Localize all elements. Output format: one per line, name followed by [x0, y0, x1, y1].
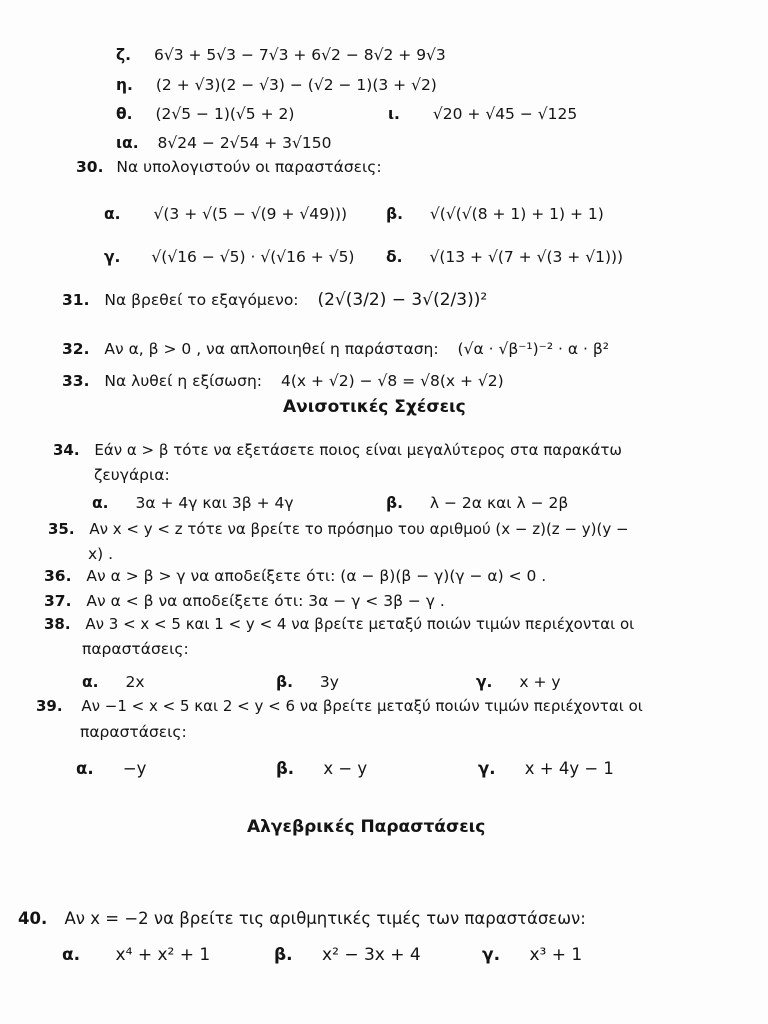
exercise-text: Αν α < β να αποδείξετε ότι: 3α − γ < 3β − γ . — [86, 592, 445, 610]
exercise-34-b — [386, 494, 568, 512]
item-label: β. — [276, 673, 293, 691]
item-theta — [116, 105, 294, 123]
item-expression: √(3 + √(5 − √(9 + √49))) — [153, 205, 348, 223]
item-expression: x³ + 1 — [529, 945, 583, 965]
exercise-39-line1 — [36, 697, 643, 715]
item-expression: 3α + 4γ και 3β + 4γ — [135, 494, 294, 512]
item-expression: 3y — [319, 673, 339, 691]
exercise-number: 38. — [44, 615, 71, 633]
exercise-31 — [62, 290, 487, 310]
item-label: δ. — [386, 248, 403, 266]
item-expression: (2 + √3)(2 − √3) − (√2 − 1)(3 + √2) — [155, 76, 437, 94]
item-label: β. — [386, 494, 403, 512]
item-expression: λ − 2α και λ − 2β — [429, 494, 569, 512]
exercise-number: 31. — [62, 291, 90, 309]
exercise-30-b — [386, 205, 604, 223]
item-expression: 6√3 + 5√3 − 7√3 + 6√2 − 8√2 + 9√3 — [153, 46, 446, 64]
exercise-34-line1 — [53, 441, 622, 459]
item-label: α. — [104, 205, 121, 223]
item-label: ζ. — [116, 46, 132, 64]
exercise-40-a — [62, 945, 210, 965]
exercise-number: 37. — [44, 592, 72, 610]
item-label: β. — [276, 759, 295, 778]
exercise-39-line2: παραστάσεις: — [80, 723, 187, 741]
item-iota-alpha — [116, 134, 331, 152]
section-heading-inequalities: Ανισοτικές Σχέσεις — [283, 397, 466, 417]
exercise-40-b — [274, 945, 421, 965]
item-expression: x − y — [323, 759, 368, 778]
exercise-38-line2: παραστάσεις: — [82, 640, 189, 658]
item-expression: −y — [122, 759, 147, 778]
item-label: γ. — [482, 945, 501, 965]
exercise-34-a — [92, 494, 294, 512]
exercise-40-g — [482, 945, 582, 965]
exercise-39-a — [76, 759, 146, 778]
exercise-text: Αν α, β > 0 , να απλοποιηθεί η παράσταση: — [104, 340, 439, 358]
exercise-expression: (2√(3/2) − 3√(2/3))² — [317, 290, 488, 310]
item-label: γ. — [104, 248, 121, 266]
item-label: α. — [82, 673, 99, 691]
exercise-39-g — [478, 759, 614, 778]
item-expression: x + y — [519, 673, 561, 691]
exercise-38-g — [476, 673, 561, 691]
exercise-text: Να βρεθεί το εξαγόμενο: — [104, 291, 299, 309]
exercise-40 — [18, 909, 586, 928]
item-expression: √20 + √45 − √125 — [432, 105, 578, 123]
section-heading-algebraic-expressions: Αλγεβρικές Παραστάσεις — [247, 817, 486, 837]
item-iota — [388, 105, 577, 123]
exercise-34-line2: ζευγάρια: — [94, 466, 170, 484]
exercise-number: 40. — [18, 909, 48, 928]
exercise-text: Εάν α > β τότε να εξετάσετε ποιος είναι μεγαλύτερος στα παρακάτω — [94, 441, 622, 459]
item-expression: 8√24 − 2√54 + 3√150 — [157, 134, 332, 152]
item-label: ι. — [388, 105, 400, 123]
exercise-30-heading — [76, 158, 382, 176]
exercise-number: 33. — [62, 372, 90, 390]
item-label: γ. — [478, 759, 496, 778]
item-expression: √(√(√(8 + 1) + 1) + 1) — [429, 205, 604, 223]
item-label: β. — [274, 945, 293, 965]
exercise-38-a — [82, 673, 145, 691]
exercise-32 — [62, 340, 609, 358]
exercise-text: Να λυθεί η εξίσωση: — [104, 372, 263, 390]
exercise-number: 30. — [76, 158, 104, 176]
exercise-36 — [44, 567, 546, 585]
exercise-text: Αν x < y < z τότε να βρείτε το πρόσημο του αριθμού (x − z)(z − y)(y − — [89, 520, 629, 538]
item-label: η. — [116, 76, 133, 94]
item-expression: √(13 + √(7 + √(3 + √1))) — [429, 248, 624, 266]
item-label: β. — [386, 205, 403, 223]
exercise-35-line2: x) . — [88, 545, 114, 563]
exercise-text: Να υπολογιστούν οι παραστάσεις: — [116, 158, 382, 176]
exercise-text: Αν 3 < x < 5 και 1 < y < 4 να βρείτε μεταξύ ποιών τιμών περιέχονται οι — [85, 615, 635, 633]
exercise-number: 36. — [44, 567, 72, 585]
exercise-number: 32. — [62, 340, 90, 358]
item-expression: x⁴ + x² + 1 — [115, 945, 211, 965]
item-expression: (2√5 − 1)(√5 + 2) — [155, 105, 295, 123]
exercise-text: Αν x = −2 να βρείτε τις αριθμητικές τιμές των παραστάσεων: — [64, 909, 586, 928]
exercise-text: Αν α > β > γ να αποδείξετε ότι: (α − β)(β − γ)(γ − α) < 0 . — [86, 567, 547, 585]
exercise-35-line1 — [48, 520, 629, 538]
exercise-30-a — [104, 205, 347, 223]
item-zeta — [116, 46, 446, 64]
exercise-30-d — [386, 248, 623, 266]
exercise-30-g — [104, 248, 354, 266]
exercise-expression: 4(x + √2) − √8 = √8(x + √2) — [280, 372, 504, 390]
item-label: α. — [92, 494, 109, 512]
exercise-39-b — [276, 759, 367, 778]
item-label: γ. — [476, 673, 493, 691]
item-expression: x² − 3x + 4 — [322, 945, 421, 965]
exercise-number: 34. — [53, 441, 80, 459]
exercise-number: 39. — [36, 697, 63, 715]
exercise-38-line1 — [44, 615, 634, 633]
exercise-38-b — [276, 673, 339, 691]
item-label: θ. — [116, 105, 133, 123]
exercise-text: Αν −1 < x < 5 και 2 < y < 6 να βρείτε μεταξύ ποιών τιμών περιέχονται οι — [81, 697, 643, 715]
exercise-37 — [44, 592, 445, 610]
item-expression: x + 4y − 1 — [524, 759, 614, 778]
exercise-33 — [62, 372, 504, 390]
exercise-expression: (√α · √β⁻¹)⁻² · α · β² — [457, 340, 609, 358]
item-label: α. — [62, 945, 81, 965]
exercise-number: 35. — [48, 520, 75, 538]
item-expression: 2x — [125, 673, 145, 691]
item-label: ια. — [116, 134, 139, 152]
item-eta — [116, 76, 437, 94]
item-expression: √(√16 − √5) · √(√16 + √5) — [151, 248, 355, 266]
item-label: α. — [76, 759, 94, 778]
